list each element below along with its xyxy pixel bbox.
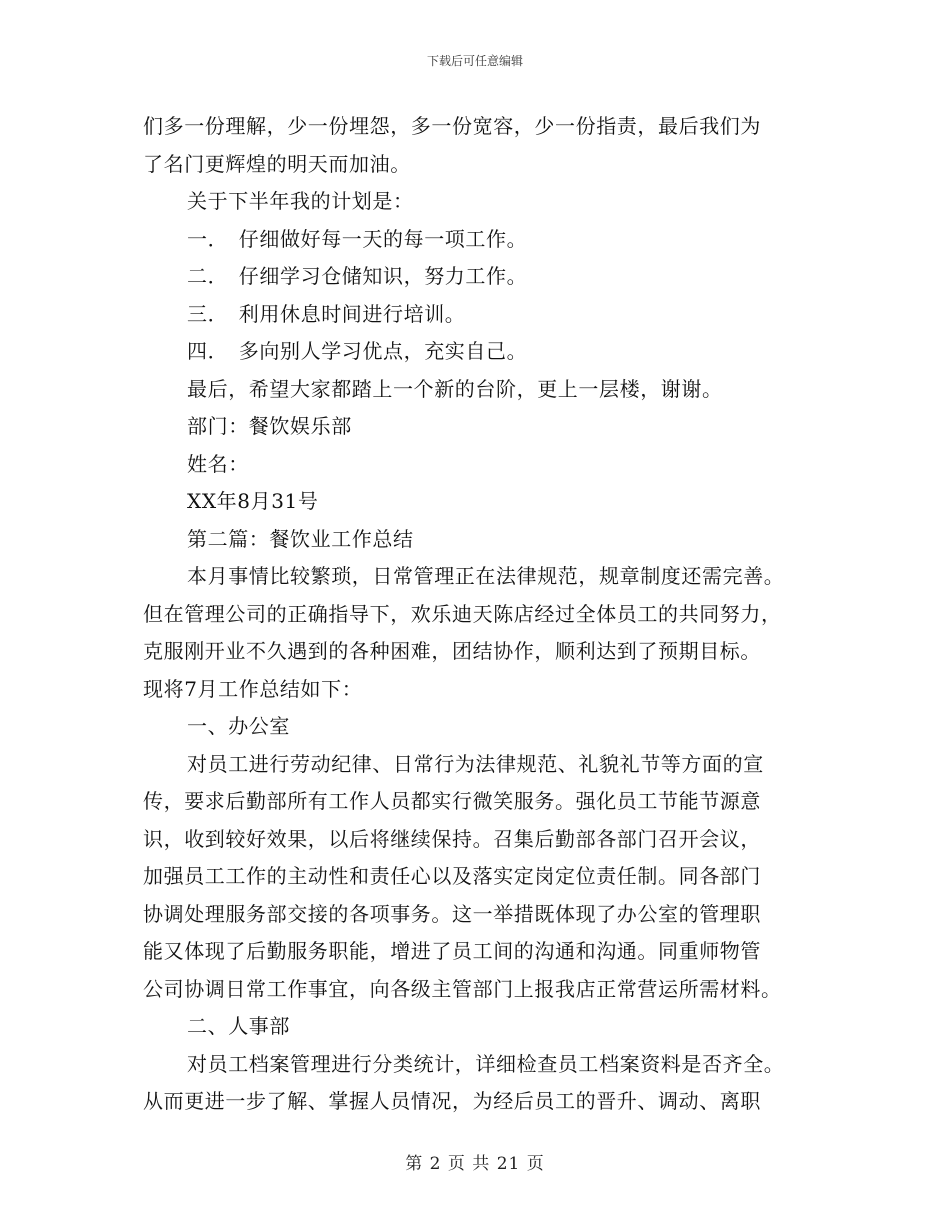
text-line: 公司协调日常工作事宜，向各级主管部门上报我店正常营运所需材料。 <box>143 976 782 1001</box>
text-line: 们多一份理解，少一份埋怨，多一份宽容，少一份指责，最后我们为 <box>143 114 761 138</box>
text-line: 现将7月工作总结如下： <box>143 676 363 701</box>
text-line: 二． 仔细学习仓储知识，努力工作。 <box>187 264 528 288</box>
text-line: 姓名： <box>187 451 249 476</box>
page-footer: 第 2 页 共 21 页 <box>405 1154 545 1174</box>
page-header: 下载后可任意编辑 <box>426 54 523 68</box>
text-line: 四． 多向别人学习优点，充实自己。 <box>187 339 528 363</box>
text-line: 传，要求后勤部所有工作人员都实行微笑服务。强化员工节能节源意 <box>143 789 761 813</box>
text-line: 识，收到较好效果，以后将继续保持。召集后勤部各部门召开会议， <box>143 826 761 851</box>
text-line: 从而更进一步了解、掌握人员情况，为经后员工的晋升、调动、离职 <box>143 1089 761 1113</box>
text-line: 对员工进行劳动纪律、日常行为法律规范、礼貌礼节等方面的宣 <box>187 751 764 776</box>
text-line: 协调处理服务部交接的各项事务。这一举措既体现了办公室的管理职 <box>143 901 761 926</box>
text-line: 一． 仔细做好每一天的每一项工作。 <box>187 226 528 251</box>
text-line: 了名门更辉煌的明天而加油。 <box>143 151 411 176</box>
text-line: 部门：餐饮娱乐部 <box>187 414 352 438</box>
text-line: 但在管理公司的正确指导下，欢乐迪天陈店经过全体员工的共同努力， <box>143 601 782 626</box>
text-line: 二、人事部 <box>187 1014 290 1038</box>
text-line: 能又体现了后勤服务职能，增进了员工间的沟通和沟通。同重师物管 <box>143 939 761 963</box>
document-body <box>143 108 813 1121</box>
text-line: 三． 利用休息时间进行培训。 <box>187 301 466 326</box>
text-line: 对员工档案管理进行分类统计，详细检查员工档案资料是否齐全。 <box>187 1051 785 1076</box>
text-line: 克服刚开业不久遇到的各种困难，团结协作，顺利达到了预期目标。 <box>143 639 761 663</box>
text-line: 第二篇：餐饮业工作总结 <box>187 526 414 551</box>
text-line: 关于下半年我的计划是： <box>187 189 414 213</box>
text-line: 最后，希望大家都踏上一个新的台阶，更上一层楼，谢谢。 <box>187 376 723 401</box>
text-line: XX年8月31号 <box>187 489 319 513</box>
text-line: 本月事情比较繁琐，日常管理正在法律规范，规章制度还需完善。 <box>187 564 785 588</box>
text-line: 一、办公室 <box>187 714 290 738</box>
text-line: 加强员工工作的主动性和责任心以及落实定岗定位责任制。同各部门 <box>143 864 761 888</box>
